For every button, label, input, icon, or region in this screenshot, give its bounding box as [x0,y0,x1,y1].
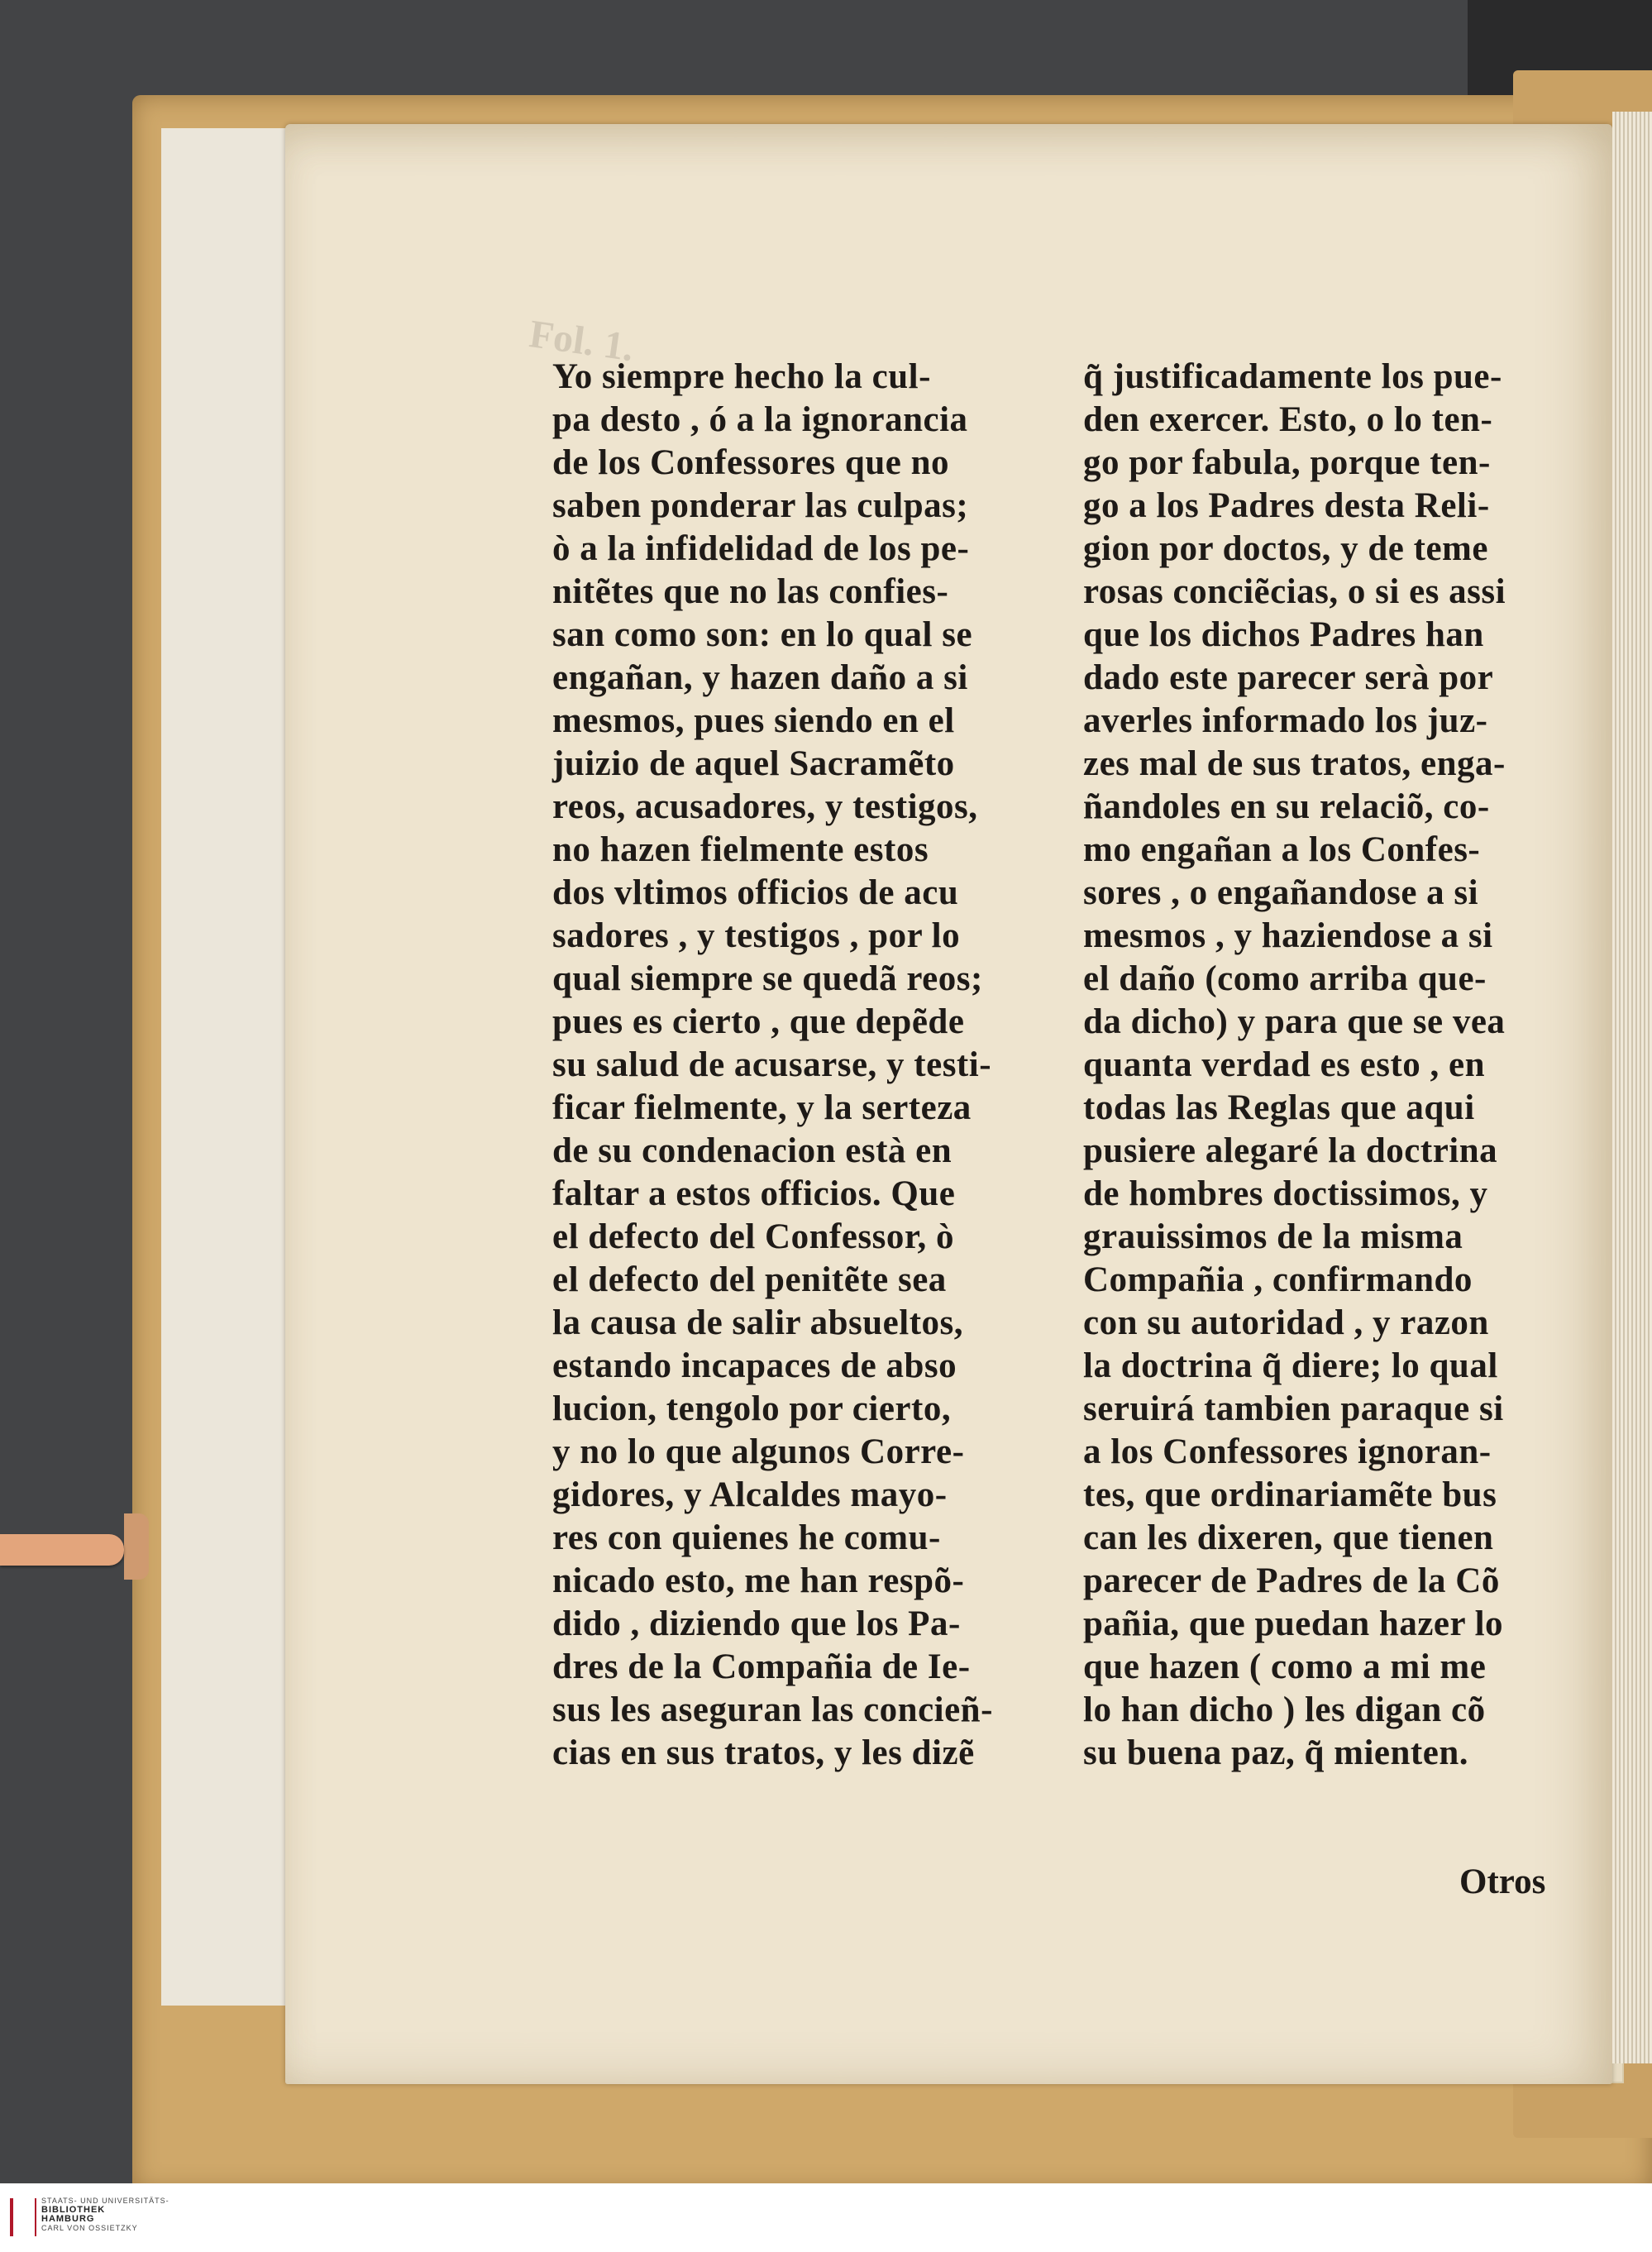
text-line: todas las Reglas que aqui [1083,1088,1475,1127]
text-line: su salud de acusarse, y testi- [552,1045,992,1084]
logo-line-4: CARL VON OSSIETZKY [41,2224,138,2232]
text-column-left [552,356,1058,1775]
text-line: tes, que ordinariamẽte bus [1083,1475,1497,1514]
text-line: mesmos, pues siendo en el [552,701,955,740]
text-line: gion por doctos, y de teme [1083,529,1488,568]
text-line: saben ponderar las culpas; [552,486,969,525]
text-line: cias en sus tratos, y les dizẽ [552,1733,975,1772]
text-line: den exercer. Esto, o lo ten- [1083,400,1493,439]
text-line: estando incapaces de abso [552,1346,957,1385]
text-line: pusiere alegaré la doctrina [1083,1131,1498,1170]
text-line: qual siempre se quedã reos; [552,959,983,998]
text-line: el defecto del Confessor, ò [552,1217,955,1256]
text-line: pues es cierto , que depẽde [552,1002,965,1041]
text-line: rosas conciẽcias, o si es assi [1083,572,1506,611]
text-line: da dicho) y para que se vea [1083,1002,1506,1041]
flyleaf-edge [161,128,303,2006]
text-line: parecer de Padres de la Cõ [1083,1561,1500,1600]
text-line: con su autoridad , y razon [1083,1303,1489,1342]
text-line: que hazen ( como a mi me [1083,1647,1487,1686]
logo-line-1: STAATS- UND UNIVERSITÄTS- [41,2197,169,2205]
library-logo-icon [10,2198,36,2236]
footer-bar [0,2183,1652,2252]
text-line: grauissimos de la misma [1083,1217,1463,1256]
text-line: Yo siempre hecho la cul- [552,357,931,396]
text-line: mesmos , y haziendose a si [1083,916,1493,955]
text-line: quanta verdad es esto , en [1083,1045,1486,1084]
text-line: lucion, tengolo por cierto, [552,1389,952,1428]
faint-show-through-folio: Fol. 1. [526,312,637,371]
text-line: engañan, y hazen daño a si [552,658,968,697]
text-line: nitẽtes que no las confies- [552,572,949,611]
text-line: ficar fielmente, y la serteza [552,1088,972,1127]
text-line: Compañia , confirmando [1083,1260,1473,1299]
text-line: pañia, que puedan hazer lo [1083,1604,1504,1643]
text-line: seruirá tambien paraque si [1083,1389,1504,1428]
text-line: pa desto , ó a la ignorancia [552,400,968,439]
text-line: sus les aseguran las concieñ- [552,1690,993,1729]
text-line: la causa de salir absueltos, [552,1303,964,1342]
text-line: faltar a estos officios. Que [552,1174,956,1213]
text-line: dido , diziendo que los Pa- [552,1604,961,1643]
text-line: la doctrina q̃ diere; lo qual [1083,1346,1498,1385]
text-line: san como son: en lo qual se [552,615,973,654]
text-line: nicado esto, me han respõ- [552,1561,965,1600]
text-line: no hazen fielmente estos [552,830,929,869]
library-logo-text [41,2197,169,2233]
text-line: dres de la Compañia de Ie- [552,1647,971,1686]
logo-line-2: BIBLIOTHEK [41,2205,106,2215]
text-line: ò a la infidelidad de los pe- [552,529,970,568]
ribbon-bookmark-end [124,1513,149,1580]
text-line: go por fabula, porque ten- [1083,443,1491,482]
text-line: que los dichos Padres han [1083,615,1484,654]
text-line: ñandoles en su relaciõ, co- [1083,787,1490,826]
text-line: el daño (como arriba que- [1083,959,1487,998]
text-line: dos vltimos officios de acu [552,873,959,912]
text-line: dado este parecer serà por [1083,658,1494,697]
text-line: gidores, y Alcaldes mayo- [552,1475,948,1514]
text-line: sadores , y testigos , por lo [552,916,961,955]
text-line: reos, acusadores, y testigos, [552,787,978,826]
text-line: zes mal de sus tratos, enga- [1083,744,1506,783]
text-line: juizio de aquel Sacramẽto [552,744,955,783]
text-line: averles informado los juz- [1083,701,1488,740]
text-line: su buena paz, q̃ mienten. [1083,1733,1468,1772]
text-line: res con quienes he comu- [552,1518,941,1557]
text-line: go a los Padres desta Reli- [1083,486,1490,525]
text-column-right [1083,356,1568,1775]
catchword: Otros [1459,1862,1546,1901]
text-line: lo han dicho ) les digan cõ [1083,1690,1486,1729]
page-fore-edge [1612,112,1652,2063]
text-line: de su condenacion està en [552,1131,953,1170]
text-line: de los Confessores que no [552,443,949,482]
text-line: el defecto del penitẽte sea [552,1260,947,1299]
text-line: de hombres doctissimos, y [1083,1174,1488,1213]
text-line: y no lo que algunos Corre- [552,1432,965,1471]
text-line: q̃ justificadamente los pue- [1083,357,1502,396]
logo-line-3: HAMBURG [41,2214,95,2224]
text-line: a los Confessores ignoran- [1083,1432,1492,1471]
text-line: can les dixeren, que tienen [1083,1518,1494,1557]
ribbon-bookmark[interactable] [0,1534,124,1566]
text-line: mo engañan a los Confes- [1083,830,1481,869]
text-line: sores , o engañandose a si [1083,873,1479,912]
